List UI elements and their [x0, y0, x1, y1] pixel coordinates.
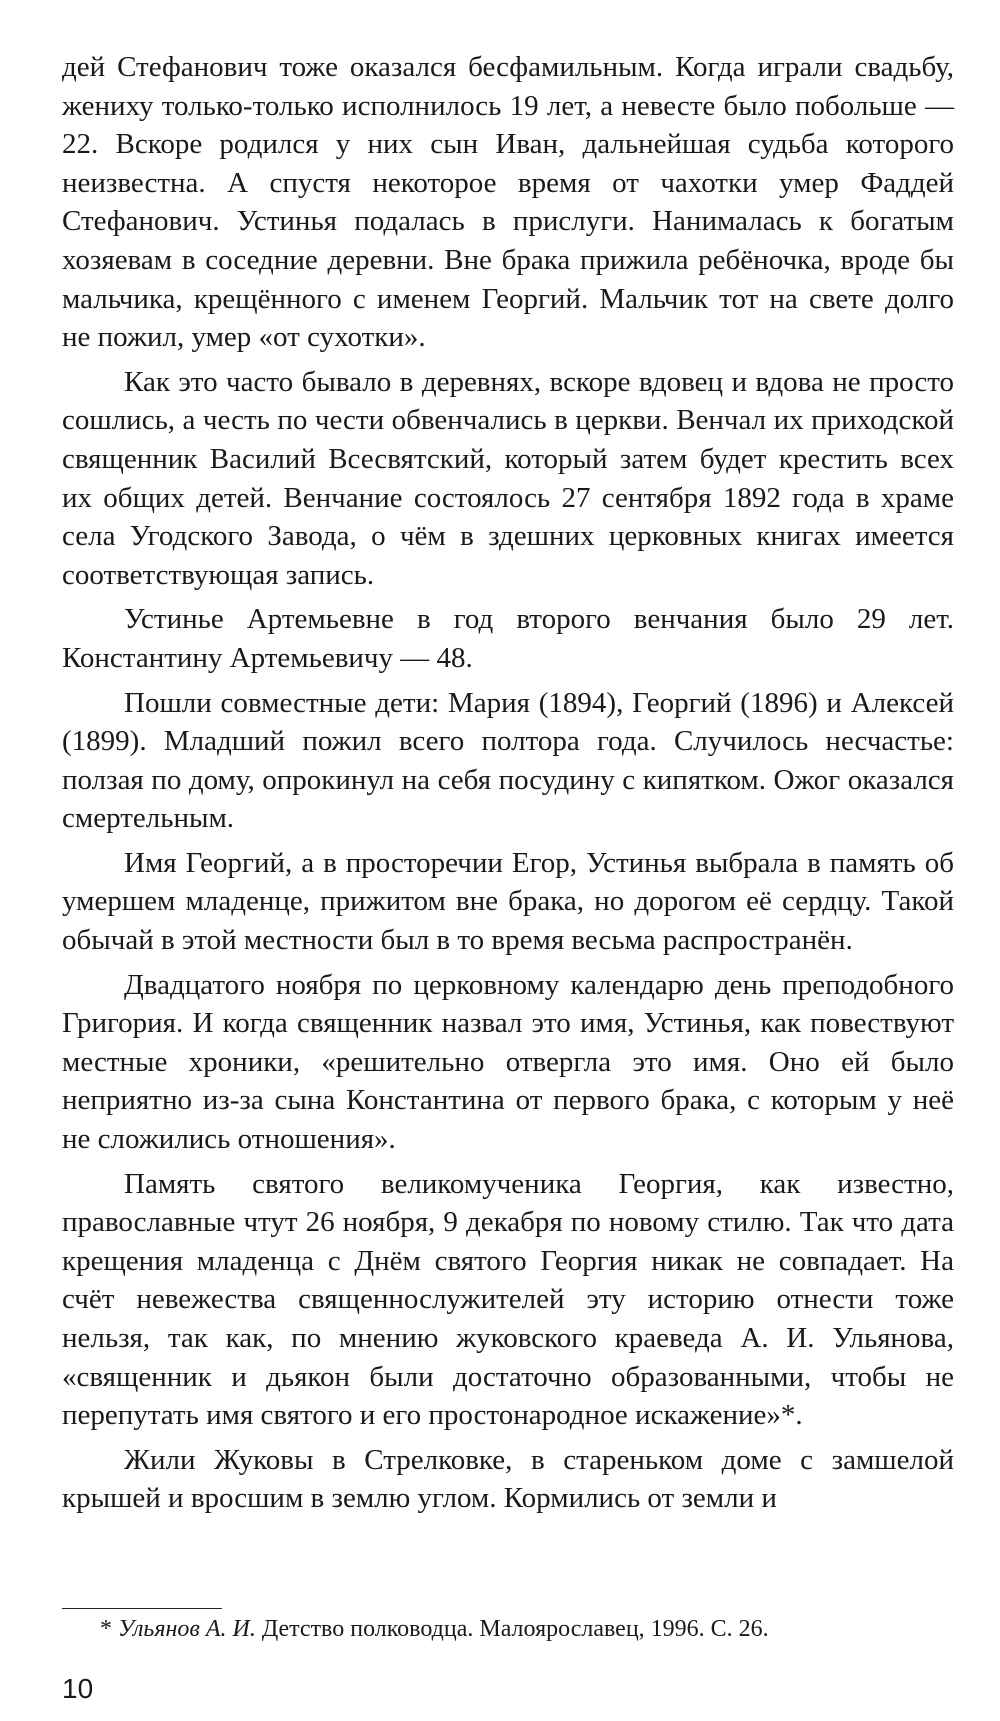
footnote-text: Детство полководца. Малоярославец, 1996. С. 26.	[261, 1616, 769, 1642]
paragraph-3: Устинье Артемьевне в год второго венчания было 29 лет. Константину Артемьевичу — 48.	[62, 603, 954, 674]
footnote	[100, 1614, 960, 1644]
paragraph-2: Как это часто бывало в деревнях, вскоре вдовец и вдова не просто сошлись, а честь по чести обвенчались в церкви. Венчал их приходской священник Василий Всесвятский, который затем будет крестить всех их общих детей. Венчание состоялось 27 сентября 1892 года в храме села Угодского Завода, о чём в здешних церковных книгах имеется соответствующая запись.	[62, 365, 954, 591]
body-text	[62, 48, 954, 1518]
paragraph-7: Память святого великомученика Георгия, как известно, православные чтут 26 ноября, 9 декабря по новому стилю. Так что дата крещения младенца с Днём святого Георгия никак не совпадает. На счёт невежества священнослужителей эту историю отнести тоже нельзя, так как, по мнению жуковского краеведа А. И. Ульянова, «священник и дьякон были достаточно образованными, чтобы не перепутать имя святого и его простонародное искажение»*.	[62, 1167, 954, 1432]
paragraph-6: Двадцатого ноября по церковному календарю день преподобного Григория. И когда священник назвал это имя, Устинья, как повествуют местные хроники, «решительно отвергла это имя. Оно ей было неприятно из-за сына Константина от первого брака, с которым у неё не сложились отношения».	[62, 968, 954, 1156]
footnote-divider	[62, 1608, 222, 1609]
page-number: 10	[62, 1673, 94, 1704]
paragraph-1: дей Стефанович тоже оказался бесфамильным. Когда играли свадьбу, жениху только-только исполнилось 19 лет, а невесте было побольше — 22. Вскоре родился у них сын Иван, дальнейшая судьба которого неизвестна. А спустя некоторое время от чахотки умер Фаддей Стефанович. Устинья подалась в прислуги. Нанималась к богатым хозяевам в соседние деревни. Вне брака прижила ребёночка, вроде бы мальчика, крещённого с именем Георгий. Мальчик тот на свете долго не пожил, умер «от сухотки».	[62, 51, 954, 354]
paragraph-8: Жили Жуковы в Стрелковке, в стареньком доме с замшелой крышей и вросшим в землю углом. Кормились от земли и	[62, 1443, 954, 1515]
paragraph-5: Имя Георгий, а в просторечии Егор, Устинья выбрала в память об умершем младенце, прижитом вне брака, но дорогом её сердцу. Такой обычай в этой местности был в то время весьма распространён.	[62, 846, 954, 957]
footnote-marker: *	[100, 1616, 112, 1642]
footnote-author: Ульянов А. И.	[118, 1616, 256, 1642]
paragraph-4: Пошли совместные дети: Мария (1894), Георгий (1896) и Алексей (1899). Младший пожил всего полтора года. Случилось несчастье: ползая по дому, опрокинул на себя посудину с кипятком. Ожог оказался смертельным.	[62, 686, 954, 835]
